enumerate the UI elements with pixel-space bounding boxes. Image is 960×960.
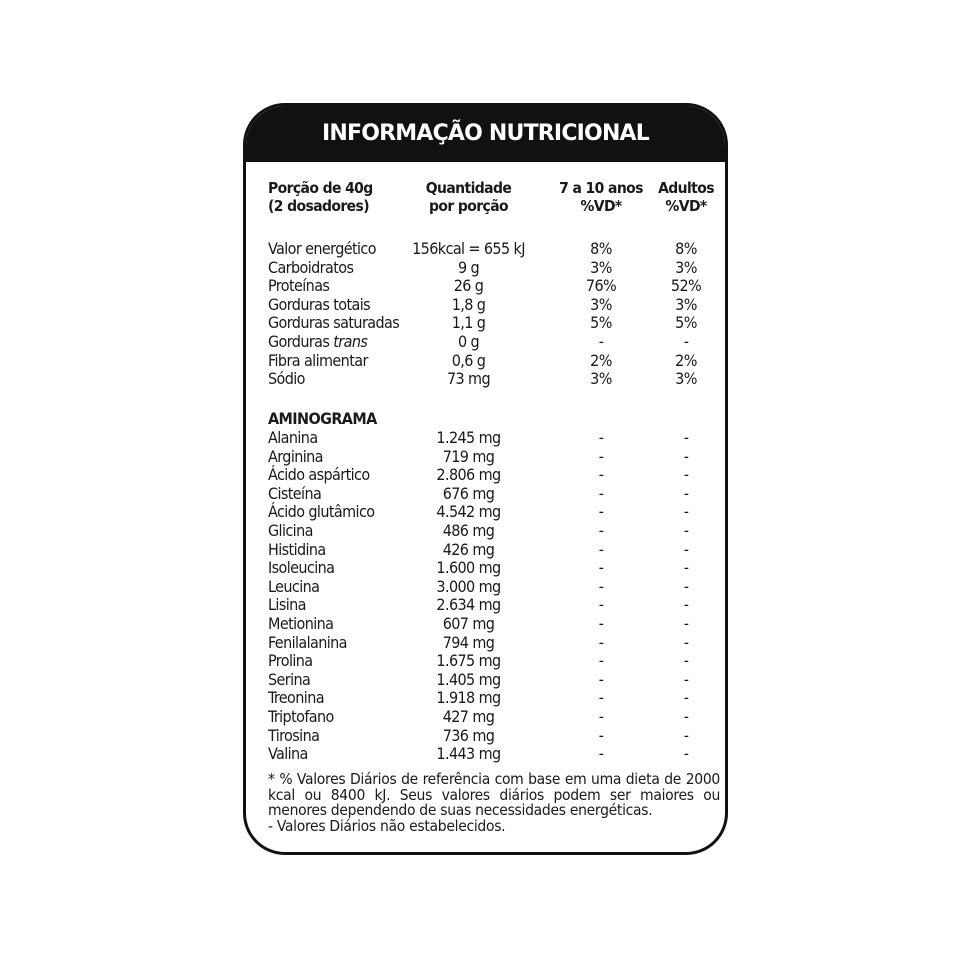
quantity-value: 1.918 mg [436, 688, 501, 708]
quantity-value: 1.675 mg [436, 651, 501, 671]
nutrient-name: Leucina [268, 576, 320, 596]
vd-adults-value: - [683, 539, 689, 559]
nutrient-name: Treonina [268, 688, 324, 708]
quantity-value: 0,6 g [451, 350, 486, 370]
vd-kids-value: - [598, 595, 604, 615]
vd-kids-header-line1: 7 a 10 anos [559, 179, 643, 197]
footnote-not-established: - Valores Diários não estabelecidos. [268, 816, 506, 835]
vd-adults-value: 3% [675, 369, 697, 389]
quantity-header-line2: por porção [429, 197, 508, 215]
nutrient-name: Ácido glutâmico [268, 502, 375, 522]
quantity-value: 3.000 mg [436, 576, 501, 596]
vd-kids-value: - [598, 332, 604, 351]
quantity-value: 427 mg [442, 707, 495, 726]
vd-adults-value: - [683, 558, 689, 578]
vd-adults-value: - [683, 669, 689, 689]
nutrient-name: Valina [268, 744, 308, 764]
vd-adults-value: 3% [675, 257, 697, 277]
nutrient-name: Lisina [268, 595, 306, 615]
vd-kids-value: - [598, 446, 604, 466]
vd-adults-value: - [683, 502, 689, 522]
nutrient-name: Proteínas [268, 276, 330, 296]
vd-kids-value: - [598, 632, 604, 652]
vd-kids-header-line2: %VD* [580, 197, 622, 215]
vd-adults-value: - [683, 428, 689, 447]
vd-kids-value: - [598, 725, 604, 745]
vd-adults-value: 2% [675, 350, 697, 370]
quantity-value: 486 mg [442, 521, 495, 540]
nutrient-name: Glicina [268, 521, 313, 540]
quantity-value: 156kcal = 655 kJ [412, 239, 525, 258]
vd-kids-value: 2% [590, 350, 612, 370]
nutrient-name: Isoleucina [268, 558, 335, 578]
vd-kids-value: - [598, 688, 604, 708]
vd-kids-value: - [598, 558, 604, 578]
quantity-value: 73 mg [446, 369, 491, 389]
vd-kids-value: - [598, 465, 604, 485]
vd-adults-value: - [683, 332, 689, 351]
vd-adults-value: - [683, 614, 689, 633]
nutrient-name: Carboidratos [268, 257, 354, 277]
vd-adults-value: - [683, 521, 689, 540]
vd-kids-value: 3% [590, 369, 612, 389]
vd-kids-value: 76% [585, 276, 617, 296]
vd-kids-value: - [598, 614, 604, 633]
quantity-value: 794 mg [442, 632, 495, 652]
quantity-value: 2.806 mg [436, 465, 501, 485]
vd-adults-header-line2: %VD* [665, 197, 707, 215]
vd-adults-value: - [683, 725, 689, 745]
nutrient-name: Histidina [268, 539, 326, 559]
vd-kids-value: 5% [590, 313, 612, 333]
vd-kids-value: - [598, 576, 604, 596]
vd-adults-value: 5% [675, 313, 697, 333]
vd-adults-value: - [683, 595, 689, 615]
quantity-value: 0 g [457, 332, 480, 351]
vd-adults-value: - [683, 707, 689, 726]
nutrient-name: Valor energético [268, 239, 376, 258]
nutrient-name: Alanina [268, 428, 318, 447]
nutrient-name: Arginina [268, 446, 323, 466]
nutrient-name: Metionina [268, 614, 334, 633]
quantity-header-line1: Quantidade [425, 179, 512, 197]
nutrient-name: Ácido aspártico [268, 465, 370, 485]
vd-adults-value: 3% [675, 294, 697, 314]
quantity-value: 719 mg [442, 446, 495, 466]
vd-kids-value: 3% [590, 257, 612, 277]
vd-adults-value: - [683, 576, 689, 596]
vd-kids-value: - [598, 707, 604, 726]
portion-header-line1: Porção de 40g [268, 179, 373, 197]
vd-adults-value: - [683, 465, 689, 485]
quantity-value: 2.634 mg [436, 595, 501, 615]
vd-adults-value: - [683, 446, 689, 466]
vd-kids-value: - [598, 502, 604, 522]
vd-kids-value: 3% [590, 294, 612, 314]
vd-kids-value: - [598, 669, 604, 689]
vd-kids-value: 8% [590, 239, 612, 258]
nutrient-name: Triptofano [268, 707, 334, 726]
vd-kids-value: - [598, 483, 604, 503]
footnotes [268, 772, 720, 834]
trans-italic: trans [333, 332, 368, 351]
quantity-value: 426 mg [442, 539, 495, 559]
nutrient-name: Gorduras totais [268, 294, 371, 314]
vd-kids-value: - [598, 744, 604, 764]
portion-header-line2: (2 dosadores) [268, 197, 369, 215]
quantity-value: 676 mg [442, 483, 495, 503]
vd-adults-value: 52% [670, 276, 702, 296]
quantity-value: 736 mg [442, 725, 495, 745]
vd-adults-value: - [683, 744, 689, 764]
nutrient-name: Fibra alimentar [268, 350, 368, 370]
vd-adults-header-line1: Adultos [658, 179, 714, 197]
nutrient-name: Sódio [268, 369, 305, 389]
quantity-value: 1.443 mg [436, 744, 501, 764]
aminogram-title: AMINOGRAMA [268, 409, 377, 428]
vd-adults-value: - [683, 632, 689, 652]
nutrient-name: Gorduras trans [268, 332, 368, 351]
quantity-value: 607 mg [442, 614, 495, 633]
nutrient-name: Tirosina [268, 725, 320, 745]
nutrition-label [243, 103, 728, 855]
quantity-value: 9 g [457, 257, 480, 277]
vd-adults-value: - [683, 651, 689, 671]
vd-kids-value: - [598, 651, 604, 671]
vd-kids-value: - [598, 539, 604, 559]
footnote-vd: * % Valores Diários de referência com base em uma dieta de 2000 kcal ou 8400 kJ. Seus valores diários podem ser maiores ou menores dependendo de suas necessidades energéticas. [268, 770, 720, 819]
quantity-value: 1.600 mg [436, 558, 501, 578]
quantity-value: 1,8 g [451, 294, 486, 314]
nutrient-name: Gorduras saturadas [268, 313, 400, 333]
quantity-value: 1.245 mg [436, 428, 501, 447]
vd-adults-value: 8% [675, 239, 697, 258]
label-title: INFORMAÇÃO NUTRICIONAL [246, 106, 725, 162]
quantity-value: 26 g [453, 276, 484, 296]
nutrient-name: Cisteína [268, 483, 322, 503]
vd-adults-value: - [683, 483, 689, 503]
nutrient-name: Prolina [268, 651, 313, 671]
quantity-value: 4.542 mg [436, 502, 501, 522]
vd-kids-value: - [598, 521, 604, 540]
nutrient-name: Serina [268, 669, 311, 689]
vd-kids-value: - [598, 428, 604, 447]
vd-adults-value: - [683, 688, 689, 708]
nutrient-name: Fenilalanina [268, 632, 347, 652]
quantity-value: 1,1 g [451, 313, 486, 333]
quantity-value: 1.405 mg [436, 669, 501, 689]
